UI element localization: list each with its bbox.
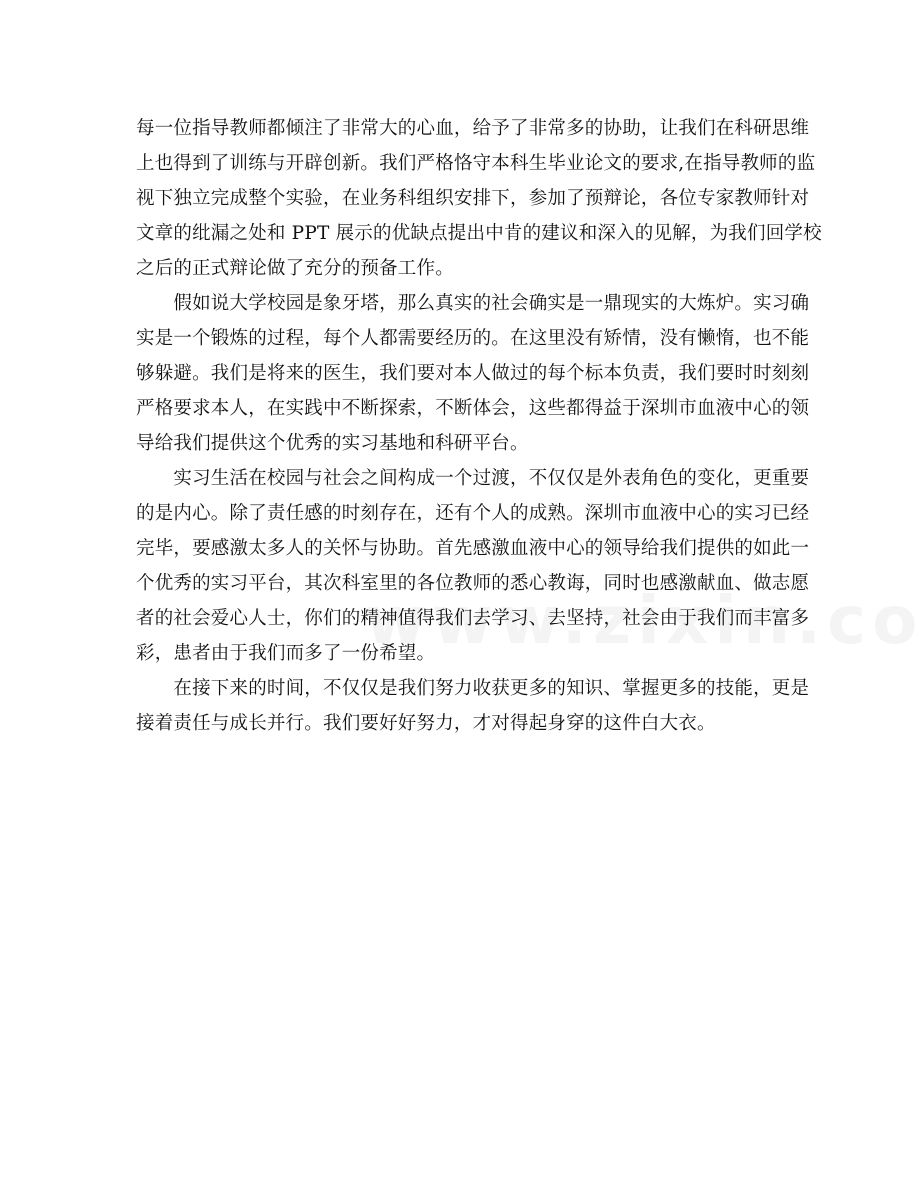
text-line: 视下独立完成整个实验，在业务科组织安排下，参加了预辩论，各位专家教师针对 xyxy=(136,188,810,209)
text-line: 之后的正式辩论做了充分的预备工作。 xyxy=(136,258,454,279)
text-line: 假如说大学校园是象牙塔，那么真实的社会确实是一鼎现实的大炼炉。实习确 xyxy=(136,293,810,314)
text-line: 完毕，要感激太多人的关怀与协助。首先感激血液中心的领导给我们提供的如此一 xyxy=(136,538,810,559)
text-line: 个优秀的实习平台，其次科室里的各位教师的悉心教诲，同时也感激献血、做志愿 xyxy=(136,573,810,594)
text-line: 文章的纰漏之处和 PPT 展示的优缺点提出中肯的建议和深入的见解，为我们回学校 xyxy=(136,223,822,244)
text-line: 上也得到了训练与开辟创新。我们严格恪守本科生毕业论文的要求,在指导教师的监 xyxy=(136,153,816,174)
text-line: 彩，患者由于我们而多了一份希望。 xyxy=(136,643,436,664)
text-line: 够躲避。我们是将来的医生，我们要对本人做过的每个标本负责，我们要时时刻刻 xyxy=(136,363,810,384)
text-line: 每一位指导教师都倾注了非常大的心血，给予了非常多的协助，让我们在科研思维 xyxy=(136,118,810,139)
paragraph-4 xyxy=(136,674,810,744)
text-line: 者的社会爱心人士，你们的精神值得我们去学习、去坚持，社会由于我们而丰富多 xyxy=(136,608,810,629)
paragraph-1 xyxy=(136,114,822,289)
text-line: 在接下来的时间，不仅仅是我们努力收获更多的知识、掌握更多的技能，更是 xyxy=(136,678,810,699)
text-line: 导给我们提供这个优秀的实习基地和科研平台。 xyxy=(136,433,529,454)
document-body xyxy=(136,114,822,744)
text-line: 接着责任与成长并行。我们要好好努力，才对得起身穿的这件白大衣。 xyxy=(136,713,716,734)
text-line: 实是一个锻炼的过程，每个人都需要经历的。在这里没有矫情，没有懒惰，也不能 xyxy=(136,328,810,349)
paragraph-2 xyxy=(136,289,810,464)
text-line: 实习生活在校园与社会之间构成一个过渡，不仅仅是外表角色的变化，更重要 xyxy=(136,468,810,489)
paragraph-3 xyxy=(136,464,810,674)
text-line: 严格要求本人，在实践中不断探索，不断体会，这些都得益于深圳市血液中心的领 xyxy=(136,398,810,419)
text-line: 的是内心。除了责任感的时刻存在，还有个人的成熟。深圳市血液中心的实习已经 xyxy=(136,503,810,524)
